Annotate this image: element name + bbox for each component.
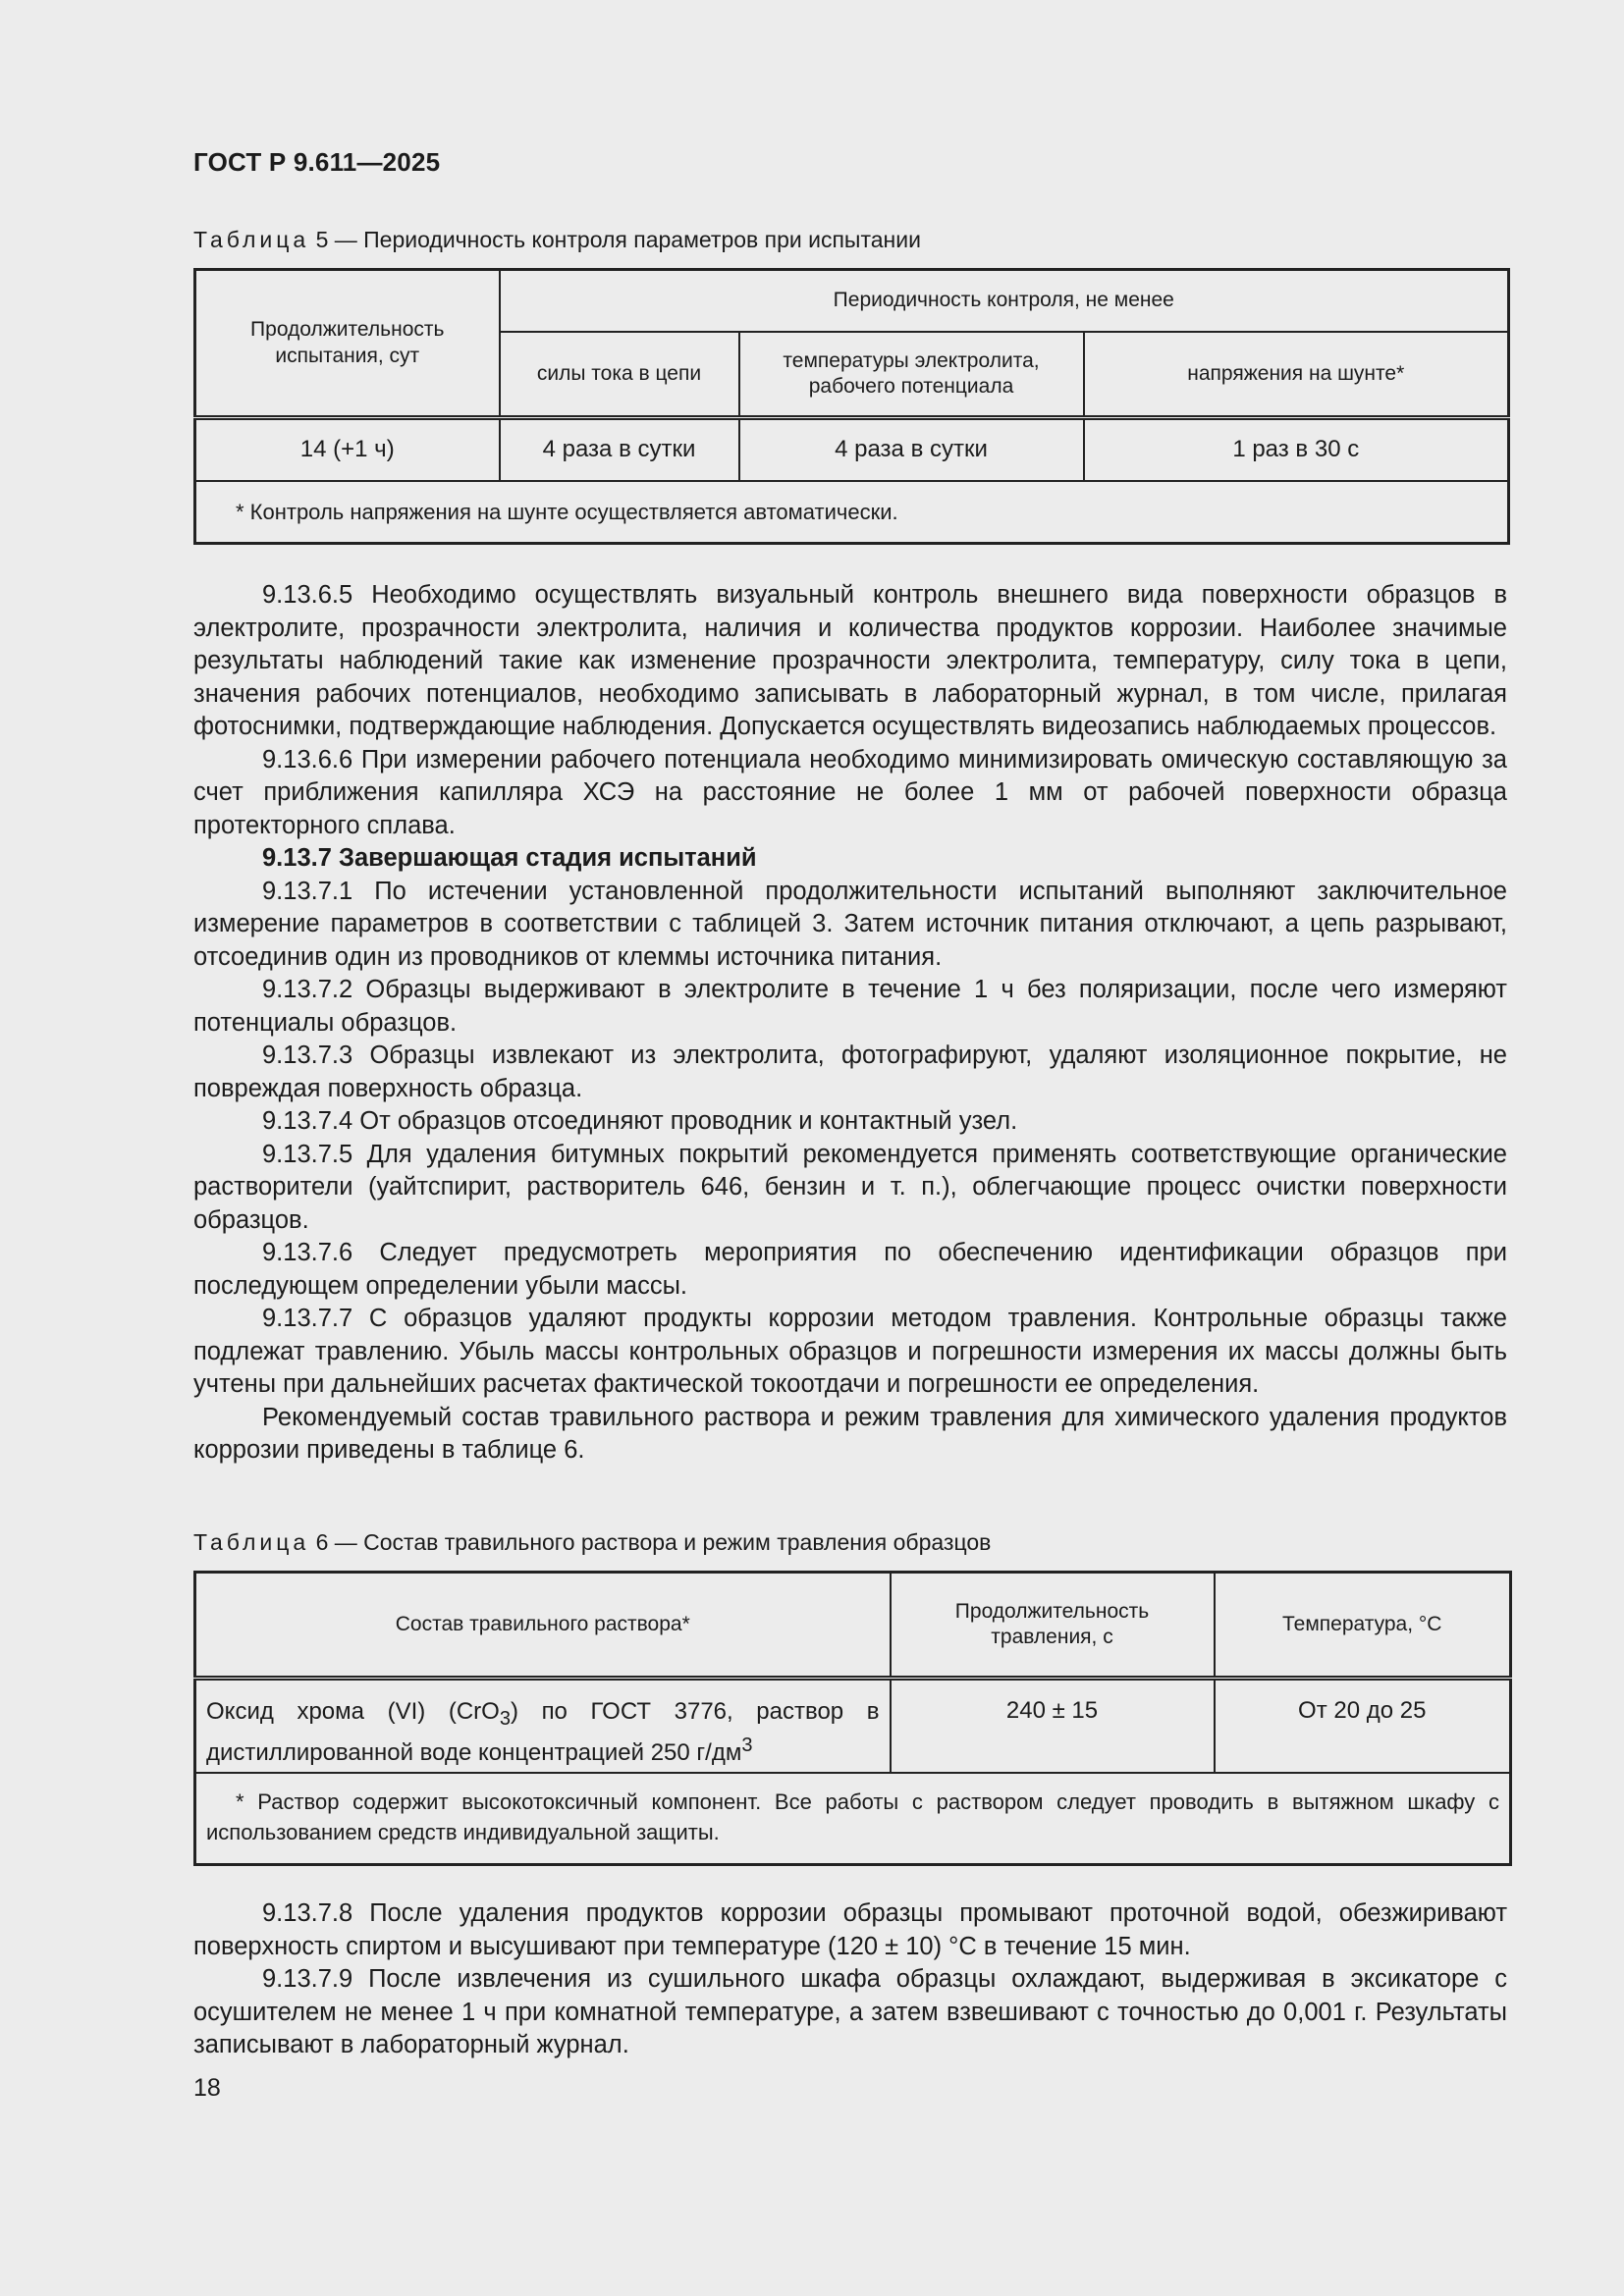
table5 (193, 268, 1510, 545)
table6-cell-temperature: От 20 до 25 (1215, 1679, 1511, 1773)
table6-caption (193, 1529, 991, 1556)
paragraph-9-13-7-4: 9.13.7.4 От образцов отсоединяют проводник и контактный узел. (262, 1107, 1018, 1135)
paragraph-9-13-6-5: 9.13.6.5 Необходимо осуществлять визуальный контроль внешнего вида поверхности образцов в электролите, прозрачности электролита, наличия и количества продуктов коррозии. Наиболее значимые результаты наблюдений такие как изменение прозрачности электролита, температуру, силу тока в цепи, значения рабочих потенциалов, необходимо записывать в лабораторный журнал, в том числе, прилагая фотоснимки, подтверждающие наблюдения. Допускается осуществлять видеозапись наблюдаемых процессов. (193, 581, 1507, 740)
paragraph-9-13-7-2: 9.13.7.2 Образцы выдерживают в электролите в течение 1 ч без поляризации, после чего измеряют потенциалы образцов. (193, 976, 1507, 1037)
body-text-section-2 (193, 1897, 1507, 2062)
paragraph-9-13-7-9: 9.13.7.9 После извлечения из сушильного шкафа образцы охлаждают, выдерживая в эксикаторе с осушителем не менее 1 ч при комнатной температуре, а затем взвешивают с точностью до 0,001 г. Результаты записывают в лабораторный журнал. (193, 1965, 1507, 2058)
table6-header-temperature: Температура, °C (1215, 1573, 1511, 1679)
composition-text-b: ) по ГОСТ 3776, раствор в дистиллированной воде концентрацией 250 г/дм (206, 1698, 880, 1766)
table5-subheader-current: силы тока в цепи (500, 332, 739, 418)
table5-cell-duration: 14 (+1 ч) (195, 418, 500, 481)
document-header: ГОСТ Р 9.611—2025 (193, 147, 441, 177)
page-number: 18 (193, 2074, 221, 2102)
table5-footnote: * Контроль напряжения на шунте осуществляется автоматически. (195, 481, 1509, 544)
table6-header-composition: Состав травильного раствора* (195, 1573, 891, 1679)
table5-cell-voltage: 1 раз в 30 с (1084, 418, 1509, 481)
table6 (193, 1571, 1512, 1866)
table5-subheader-voltage: напряжения на шунте* (1084, 332, 1509, 418)
paragraph-9-13-7-1: 9.13.7.1 По истечении установленной продолжительности испытаний выполняют заключительное измерение параметров в соответствии с таблицей 3. Затем источник питания отключают, а цепь разрывают, отсоединив один из проводников от клеммы источника питания. (193, 877, 1507, 971)
paragraph-9-13-7-8: 9.13.7.8 После удаления продуктов коррозии образцы промывают проточной водой, обезжиривают поверхность спиртом и высушивают при температуре (120 ± 10) °С в течение 15 мин. (193, 1899, 1507, 1960)
composition-subscript: 3 (499, 1707, 511, 1730)
table6-header-duration: Продолжительность травления, с (891, 1573, 1215, 1679)
section-heading-9-13-7: 9.13.7 Завершающая стадия испытаний (262, 844, 757, 872)
table6-caption-title: 6 — Состав травильного раствора и режим травления образцов (309, 1529, 992, 1555)
body-text-section-1 (193, 579, 1507, 1468)
table5-header-duration: Продолжительность испытания, сут (195, 270, 500, 418)
table6-cell-composition (195, 1679, 891, 1773)
paragraph-9-13-7-7: 9.13.7.7 С образцов удаляют продукты коррозии методом травления. Контрольные образцы также подлежат травлению. Убыль массы контрольных образцов и погрешности измерения их массы должны быть учтены при дальнейших расчетах фактической токоотдачи и погрешности ее определения. (193, 1305, 1507, 1398)
paragraph-9-13-7-5: 9.13.7.5 Для удаления битумных покрытий рекомендуется применять соответствующие органические растворители (уайтспирит, растворитель 646, бензин и т. п.), облегчающие процесс очистки поверхности образцов. (193, 1140, 1507, 1234)
table5-cell-temperature: 4 раза в сутки (739, 418, 1084, 481)
table5-caption-title: 5 — Периодичность контроля параметров при испытании (309, 227, 921, 252)
paragraph-9-13-7-6: 9.13.7.6 Следует предусмотреть мероприятия по обеспечению идентификации образцов при последующем определении убыли массы. (193, 1239, 1507, 1300)
paragraph-9-13-6-6: 9.13.6.6 При измерении рабочего потенциала необходимо минимизировать омическую составляющую за счет приближения капилляра ХСЭ на расстояние не более 1 мм от рабочей поверхности образца протекторного сплава. (193, 745, 1507, 839)
table5-cell-current: 4 раза в сутки (500, 418, 739, 481)
composition-superscript: 3 (741, 1734, 753, 1756)
table5-subheader-temperature: температуры электролита, рабочего потенциала (739, 332, 1084, 418)
table6-caption-word: Таблица (193, 1529, 310, 1555)
table5-caption (193, 227, 921, 253)
composition-text-a: Оксид хрома (VI) (CrO (206, 1698, 500, 1725)
table5-caption-word: Таблица (193, 227, 310, 252)
table6-footnote: * Раствор содержит высокотоксичный компонент. Все работы с раствором следует проводить в вытяжном шкафу с использованием средств индивидуальной защиты. (195, 1773, 1511, 1865)
table5-header-period: Периодичность контроля, не менее (500, 270, 1509, 332)
table6-cell-duration: 240 ± 15 (891, 1679, 1215, 1773)
paragraph-table6-reference: Рекомендуемый состав травильного раствора и режим травления для химического удаления продуктов коррозии приведены в таблице 6. (193, 1403, 1507, 1464)
paragraph-9-13-7-3: 9.13.7.3 Образцы извлекают из электролита, фотографируют, удаляют изоляционное покрытие, не повреждая поверхность образца. (193, 1041, 1507, 1102)
